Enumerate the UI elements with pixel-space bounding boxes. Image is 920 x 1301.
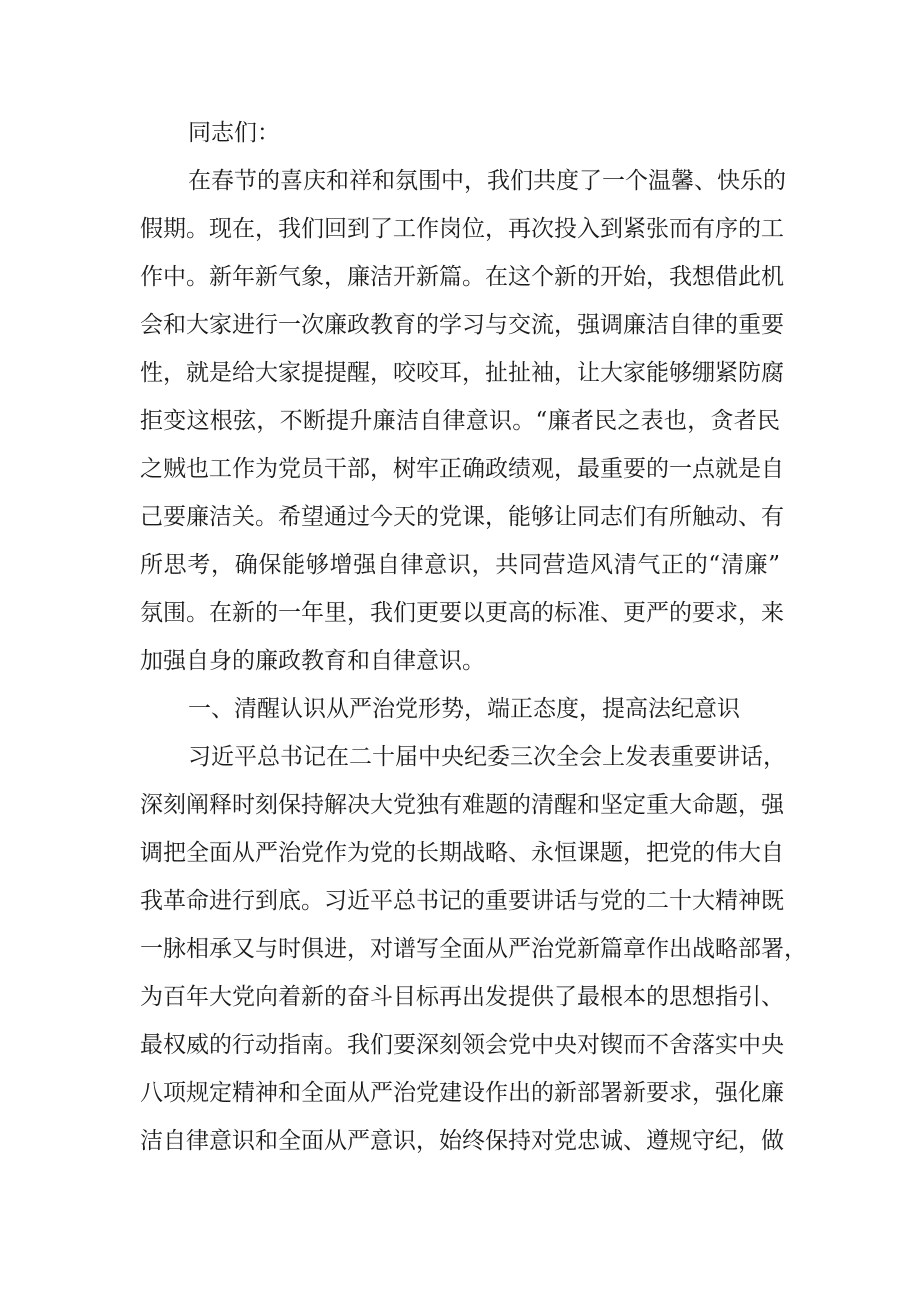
paragraph-2-line-5: 一脉相承又与时俱进，对谱写全面从严治党新篇章作出战略部署， — [140, 936, 807, 962]
paragraph-2-line-4: 我革命进行到底。习近平总书记的重要讲话与党的二十大精神既 — [140, 888, 784, 914]
paragraph-2-line-9: 洁自律意识和全面从严意识，始终保持对党忠诚、遵规守纪，做 — [140, 1128, 784, 1154]
paragraph-2-line-6: 为百年大党向着新的奋斗目标再出发提供了最根本的思想指引、 — [140, 984, 784, 1010]
paragraph-1-line-8: 己要廉洁关。希望通过今天的党课，能够让同志们有所触动、有 — [140, 504, 784, 530]
paragraph-1-line-5: 性，就是给大家提提醒，咬咬耳，扯扯袖，让大家能够绷紧防腐 — [140, 360, 784, 386]
paragraph-1-line-6: 拒变这根弦，不断提升廉洁自律意识。“廉者民之表也，贪者民 — [140, 408, 780, 434]
paragraph-1-line-7: 之贼也工作为党员干部，树牢正确政绩观，最重要的一点就是自 — [140, 456, 784, 482]
paragraph-1-line-9: 所思考，确保能够增强自律意识，共同营造风清气正的“清廉” — [140, 552, 780, 578]
paragraph-2-line-2: 深刻阐释时刻保持解决大党独有难题的清醒和坚定重大命题，强 — [140, 792, 784, 818]
paragraph-2-line-8: 八项规定精神和全面从严治党建设作出的新部署新要求，强化廉 — [140, 1080, 784, 1106]
paragraph-1-line-11: 加强自身的廉政教育和自律意识。 — [140, 648, 485, 674]
paragraph-2-line-7: 最权威的行动指南。我们要深刻领会党中央对锲而不舍落实中央 — [140, 1032, 784, 1058]
paragraph-1-line-2: 假期。现在，我们回到了工作岗位，再次投入到紧张而有序的工 — [140, 216, 784, 242]
section-1-heading: 一、清醒认识从严治党形势，端正态度，提高法纪意识 — [188, 696, 740, 722]
paragraph-2-line-3: 调把全面从严治党作为党的长期战略、永恒课题，把党的伟大自 — [140, 840, 784, 866]
paragraph-1-line-3: 作中。新年新气象，廉洁开新篇。在这个新的开始，我想借此机 — [140, 264, 784, 290]
paragraph-1-line-4: 会和大家进行一次廉政教育的学习与交流，强调廉洁自律的重要 — [140, 312, 784, 338]
paragraph-2-line-1: 习近平总书记在二十届中央纪委三次全会上发表重要讲话， — [188, 744, 786, 770]
salutation: 同志们： — [188, 120, 280, 146]
paragraph-1-line-10: 氛围。在新的一年里，我们更要以更高的标准、更严的要求，来 — [140, 600, 784, 626]
paragraph-1-line-1: 在春节的喜庆和祥和氛围中，我们共度了一个温馨、快乐的 — [188, 168, 786, 194]
